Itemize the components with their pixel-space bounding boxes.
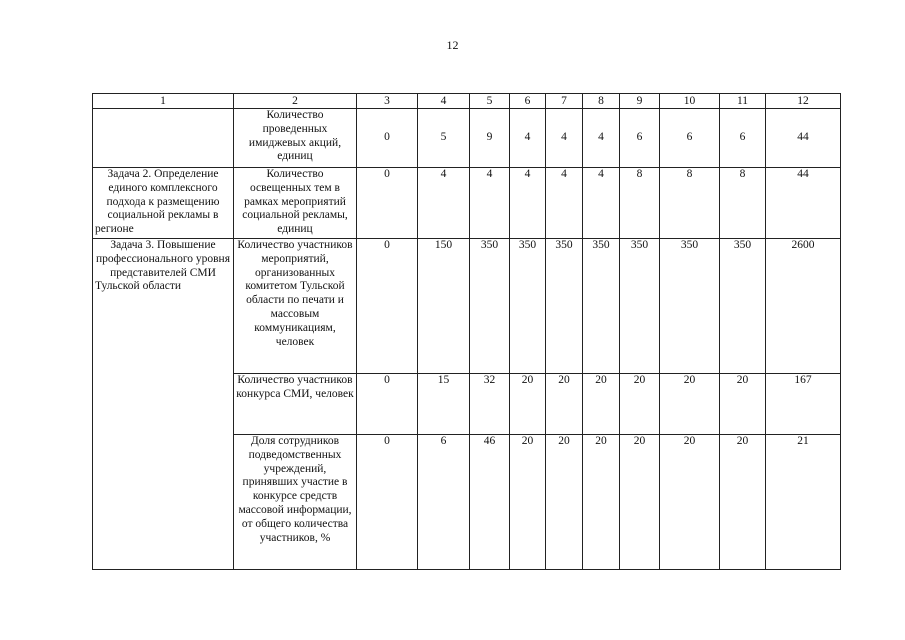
page-number: 12 bbox=[446, 38, 459, 52]
value-cell: 6 bbox=[660, 109, 720, 168]
value-cell: 350 bbox=[620, 239, 660, 374]
value-cell: 150 bbox=[418, 239, 470, 374]
column-number: 1 bbox=[93, 94, 234, 109]
table-row bbox=[93, 109, 841, 168]
value-cell: 20 bbox=[510, 374, 546, 435]
column-number: 12 bbox=[766, 94, 841, 109]
indicator-cell: Доля сотрудников подведомственных учреждений, принявших участие в конкурсе средств массовой информации, от общего количества участников, % bbox=[234, 435, 357, 570]
value-cell: 4 bbox=[583, 109, 620, 168]
value-cell: 8 bbox=[720, 168, 766, 239]
value-cell: 4 bbox=[510, 168, 546, 239]
total-cell: 44 bbox=[766, 109, 841, 168]
value-cell: 20 bbox=[620, 374, 660, 435]
indicator-cell: Количество участников конкурса СМИ, человек bbox=[234, 374, 357, 435]
total-cell: 167 bbox=[766, 374, 841, 435]
total-cell: 2600 bbox=[766, 239, 841, 374]
value-cell: 350 bbox=[720, 239, 766, 374]
column-number: 3 bbox=[357, 94, 418, 109]
column-number: 7 bbox=[546, 94, 583, 109]
indicator-cell: Количество освещенных тем в рамках мероприятий социальной рекламы, единиц bbox=[234, 168, 357, 239]
value-cell: 0 bbox=[357, 239, 418, 374]
value-cell: 4 bbox=[418, 168, 470, 239]
value-cell: 0 bbox=[357, 435, 418, 570]
value-cell: 350 bbox=[660, 239, 720, 374]
column-number: 11 bbox=[720, 94, 766, 109]
total-cell: 21 bbox=[766, 435, 841, 570]
column-number: 8 bbox=[583, 94, 620, 109]
value-cell: 350 bbox=[510, 239, 546, 374]
value-cell: 8 bbox=[620, 168, 660, 239]
value-cell: 20 bbox=[660, 374, 720, 435]
value-cell: 32 bbox=[470, 374, 510, 435]
value-cell: 4 bbox=[546, 109, 583, 168]
value-cell: 20 bbox=[510, 435, 546, 570]
table-row bbox=[93, 168, 841, 239]
column-number-row bbox=[93, 94, 841, 109]
value-cell: 20 bbox=[583, 435, 620, 570]
column-number: 2 bbox=[234, 94, 357, 109]
column-number: 6 bbox=[510, 94, 546, 109]
value-cell: 46 bbox=[470, 435, 510, 570]
value-cell: 20 bbox=[583, 374, 620, 435]
table-row bbox=[93, 239, 841, 374]
total-cell: 44 bbox=[766, 168, 841, 239]
column-number: 10 bbox=[660, 94, 720, 109]
value-cell: 6 bbox=[620, 109, 660, 168]
value-cell: 5 bbox=[418, 109, 470, 168]
task-cell: Задача 3. Повышение профессионального уровня представителей СМИ Тульской области bbox=[93, 239, 234, 570]
column-number: 9 bbox=[620, 94, 660, 109]
value-cell: 350 bbox=[546, 239, 583, 374]
value-cell: 20 bbox=[660, 435, 720, 570]
value-cell: 4 bbox=[583, 168, 620, 239]
task-cell: Задача 2. Определение единого комплексного подхода к размещению социальной рекламы в регионе bbox=[93, 168, 234, 239]
value-cell: 350 bbox=[470, 239, 510, 374]
value-cell: 4 bbox=[470, 168, 510, 239]
value-cell: 6 bbox=[418, 435, 470, 570]
value-cell: 0 bbox=[357, 168, 418, 239]
value-cell: 9 bbox=[470, 109, 510, 168]
value-cell: 20 bbox=[720, 435, 766, 570]
task-cell bbox=[93, 109, 234, 168]
value-cell: 4 bbox=[510, 109, 546, 168]
value-cell: 0 bbox=[357, 374, 418, 435]
column-number: 5 bbox=[470, 94, 510, 109]
value-cell: 20 bbox=[620, 435, 660, 570]
value-cell: 20 bbox=[546, 374, 583, 435]
column-number: 4 bbox=[418, 94, 470, 109]
indicators-table bbox=[92, 93, 841, 570]
indicator-cell: Количество участников мероприятий, организованных комитетом Тульской области по печати и массовым коммуникациям, человек bbox=[234, 239, 357, 374]
value-cell: 20 bbox=[546, 435, 583, 570]
value-cell: 20 bbox=[720, 374, 766, 435]
value-cell: 350 bbox=[583, 239, 620, 374]
value-cell: 15 bbox=[418, 374, 470, 435]
value-cell: 0 bbox=[357, 109, 418, 168]
indicator-cell: Количество проведенных имиджевых акций, единиц bbox=[234, 109, 357, 168]
value-cell: 8 bbox=[660, 168, 720, 239]
value-cell: 4 bbox=[546, 168, 583, 239]
value-cell: 6 bbox=[720, 109, 766, 168]
